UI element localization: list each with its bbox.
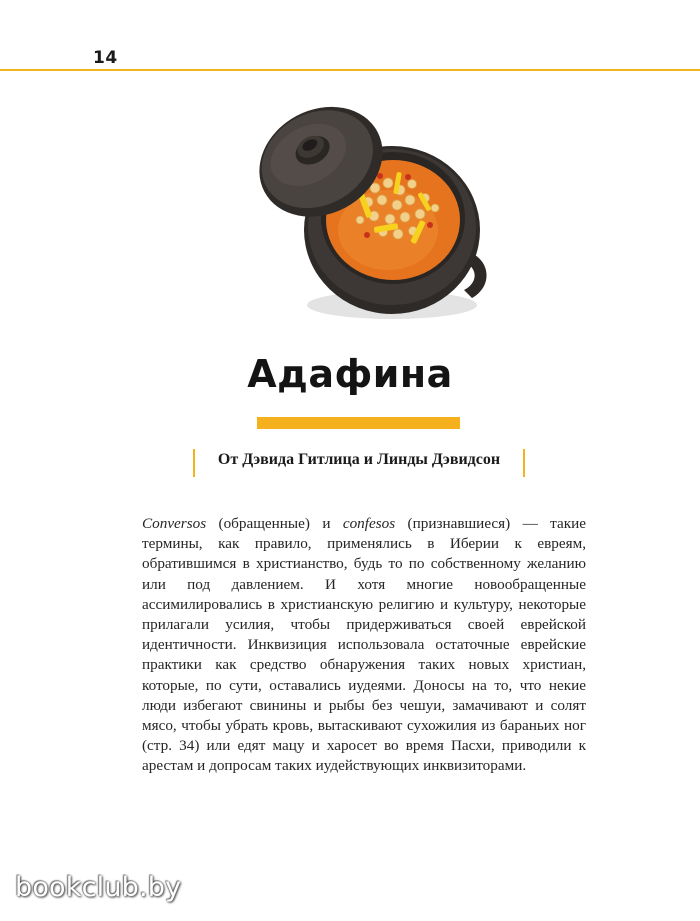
header-rule — [0, 69, 700, 71]
term-conversos: Conversos — [142, 515, 207, 532]
body-text-1: (обращенные) и — [206, 515, 343, 532]
body-paragraph — [142, 514, 586, 777]
title-underline — [257, 417, 460, 429]
term-confesos: confesos — [342, 515, 396, 532]
recipe-byline: От Дэвида Гитлица и Линды Дэвидсон — [217, 451, 501, 468]
page-number: 14 — [93, 48, 118, 68]
recipe-title: Адафина — [247, 352, 453, 396]
body-text-2: (признавшиеся) — такие термины, как правило, применялись в Иберии к евреям, обратившимся в христианство, будь то по собственному желанию или под давлением. И хотя многие новообращенные ассимилировались в христианскую религию и культуру, некоторые прилагали усилия, чтобы придерживаться своей еврейской идентичности. Инквизиция использовала остаточные еврейские практики как средство обнаружения таких новых христиан, которые, по сути, оставались иудеями. Доносы на то, что некие люди избегают свинины и рыбы без чешуи, замачивают и солят мясо, чтобы убрать кровь, вытаскивают сухожилия из бараньих ног (стр. 34) или едят мацу и харосет во время Пасхи, приводили к арестам и допросам таких иудействующих инквизиторами. — [142, 515, 586, 775]
watermark: bookclub.by — [15, 872, 182, 903]
adafina-pot-illustration — [250, 80, 510, 340]
byline-bar-right — [523, 449, 525, 477]
